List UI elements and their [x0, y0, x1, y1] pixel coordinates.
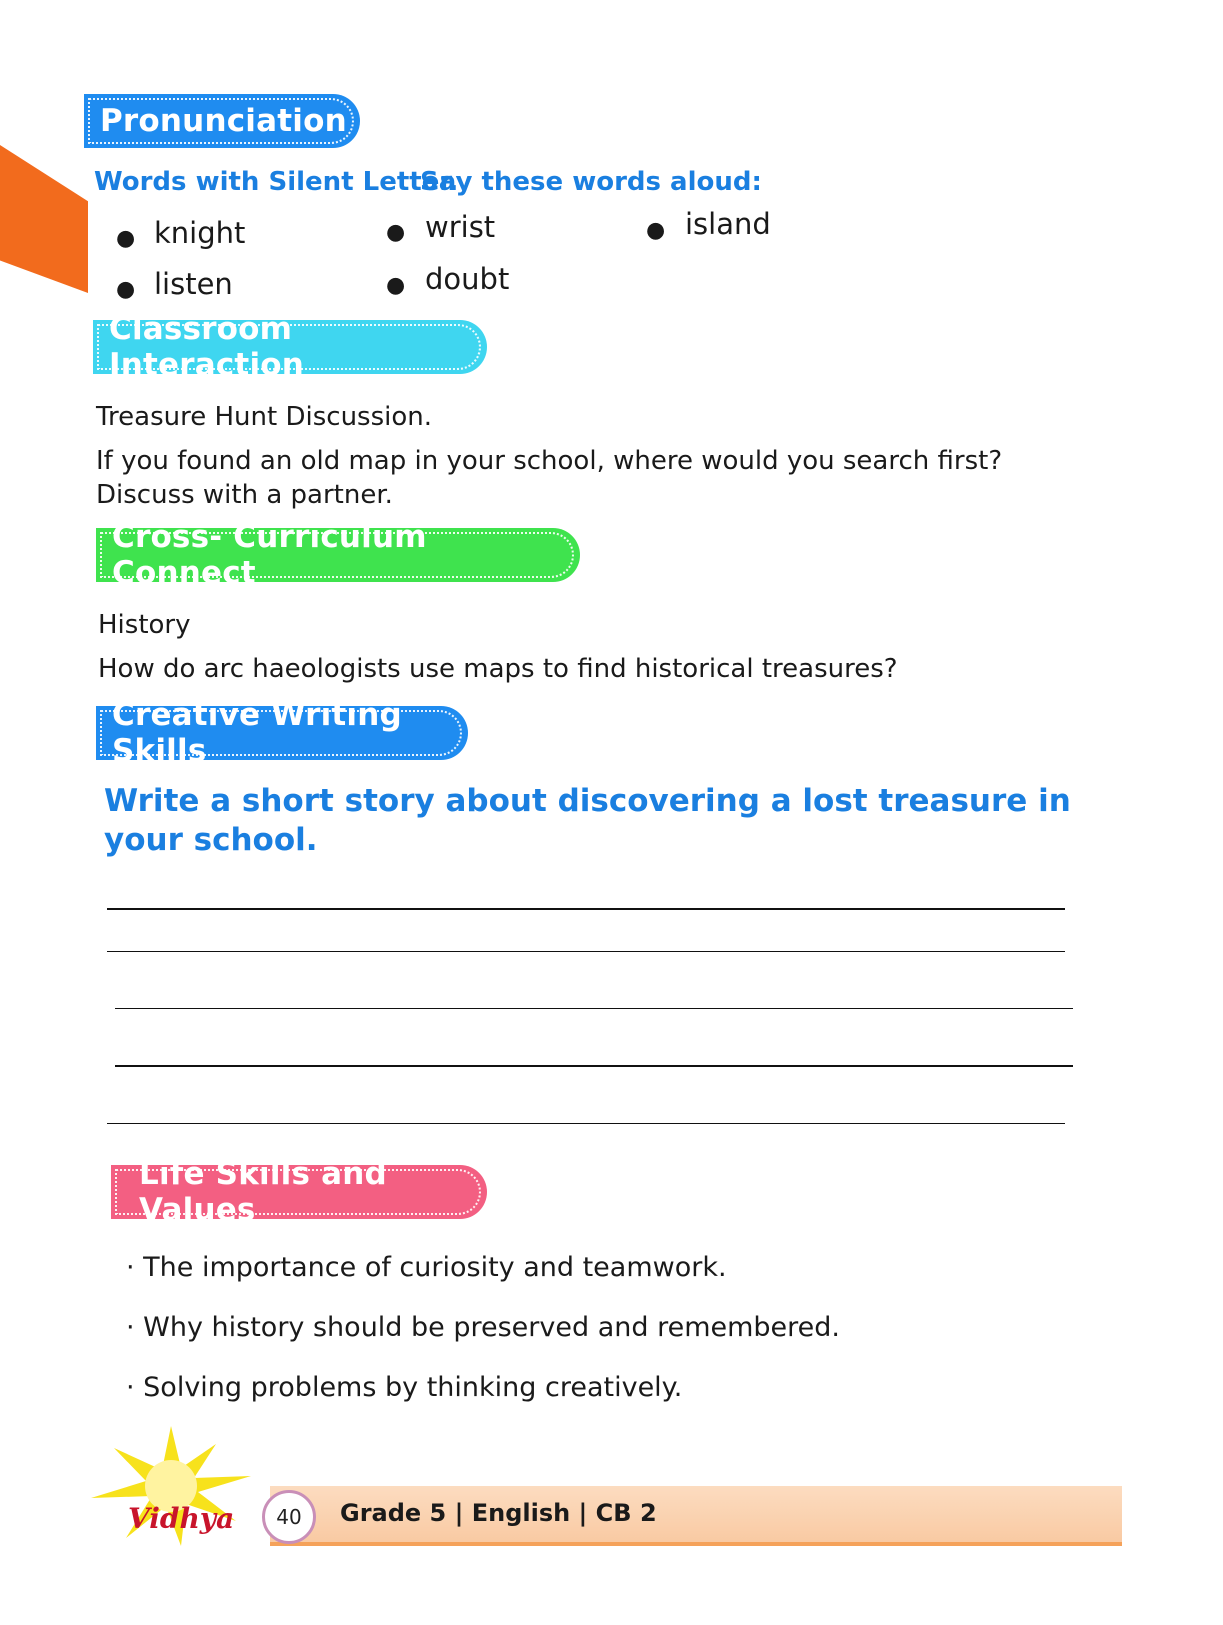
discuss-text: Discuss with a partner. [96, 480, 393, 510]
classroom-heading [93, 311, 487, 383]
say-aloud-subhead: Say these words aloud: [420, 167, 762, 197]
bullet-icon: ● [116, 277, 136, 302]
cross-curriculum-heading [96, 519, 580, 591]
life-skill-text: The importance of curiosity and teamwork. [143, 1252, 727, 1283]
writing-line[interactable] [115, 1008, 1073, 1009]
life-skill-item: · The importance of curiosity and teamwork. [126, 1252, 727, 1283]
word-listen: listen [154, 267, 233, 301]
bullet-icon: ● [386, 220, 406, 245]
corner-decoration [0, 145, 88, 293]
cross-curriculum-title: Cross- Curriculum Connect [112, 519, 427, 591]
writing-prompt-line1: Write a short story about discovering a lost treasure in [104, 783, 1071, 819]
writing-line[interactable] [107, 1123, 1065, 1124]
history-question: How do arc haeologists use maps to find historical treasures? [98, 654, 898, 684]
creative-writing-heading [96, 697, 468, 769]
life-skill-text: Why history should be preserved and remembered. [143, 1312, 841, 1343]
classroom-title: Classroom Interaction [109, 311, 305, 383]
life-skill-item: · Why history should be preserved and remembered. [126, 1312, 841, 1343]
bullet-icon: ● [646, 218, 666, 243]
word-doubt: doubt [425, 262, 510, 296]
page-number [262, 1490, 316, 1544]
map-question-text: If you found an old map in your school, where would you search first? [96, 446, 1003, 476]
word-knight: knight [154, 216, 246, 250]
bullet-icon: ● [386, 273, 406, 298]
footer-course-info: Grade 5 | English | CB 2 [340, 1499, 657, 1527]
life-skills-title: Life Skills and Values [139, 1156, 387, 1228]
bullet-icon: ● [116, 226, 136, 251]
pronunciation-heading [84, 94, 360, 148]
creative-writing-title: Creative Writing Skills [112, 697, 402, 769]
life-skill-text: Solving problems by thinking creatively. [143, 1372, 683, 1403]
writing-line[interactable] [107, 908, 1065, 910]
writing-line[interactable] [115, 1065, 1073, 1067]
writing-prompt-line2: your school. [104, 822, 318, 858]
word-island: island [685, 207, 771, 241]
silent-letter-subhead: Words with Silent Letter. [94, 167, 459, 197]
treasure-hunt-text: Treasure Hunt Discussion. [96, 402, 433, 432]
pronunciation-title: Pronunciation [100, 103, 347, 139]
page-number-text: 40 [276, 1505, 302, 1529]
writing-line[interactable] [107, 951, 1065, 952]
word-wrist: wrist [425, 210, 496, 244]
life-skill-item: · Solving problems by thinking creatively. [126, 1372, 683, 1403]
vidhya-logo: Vidhya [128, 1502, 235, 1535]
life-skills-heading [111, 1156, 487, 1228]
history-label: History [98, 610, 191, 640]
